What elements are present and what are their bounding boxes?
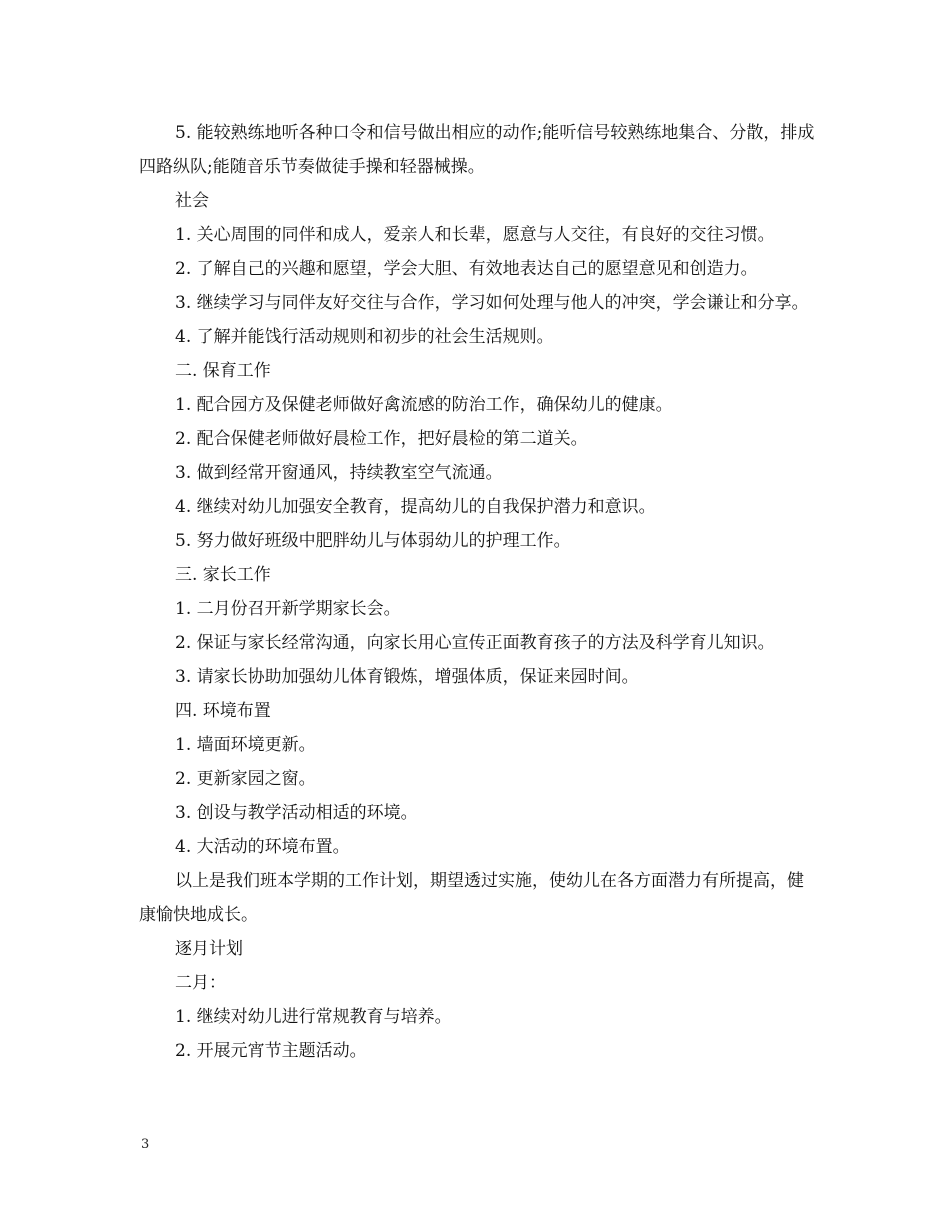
paragraph-february-item-1: 1. 继续对幼儿进行常规教育与培养。	[175, 1007, 452, 1027]
section-heading-parent-work: 三. 家长工作	[175, 565, 271, 585]
paragraph-motor-item-5: 5. 能较熟练地听各种口令和信号做出相应的动作;能听信号较熟练地集合、分散，排成四路纵队;能随音乐节奏做徒手操和轻器械操。	[139, 123, 815, 177]
paragraph-care-item-2: 2. 配合保健老师做好晨检工作，把好晨检的第二道关。	[175, 429, 588, 449]
section-heading-environment: 四. 环境布置	[175, 701, 271, 721]
paragraph-social-item-2: 2. 了解自己的兴趣和愿望，学会大胆、有效地表达自己的愿望意见和创造力。	[175, 259, 758, 279]
paragraph-social-item-1: 1. 关心周围的同伴和成人，爱亲人和长辈，愿意与人交往，有良好的交往习惯。	[175, 225, 775, 245]
paragraph-environment-item-4: 4. 大活动的环境布置。	[175, 837, 350, 857]
section-heading-monthly-plan: 逐月计划	[175, 939, 243, 959]
paragraph-care-item-4: 4. 继续对幼儿加强安全教育，提高幼儿的自我保护潜力和意识。	[175, 497, 656, 517]
paragraph-care-item-5: 5. 努力做好班级中肥胖幼儿与体弱幼儿的护理工作。	[175, 531, 571, 551]
paragraph-care-item-1: 1. 配合园方及保健老师做好禽流感的防治工作，确保幼儿的健康。	[175, 395, 673, 415]
paragraph-social-item-3: 3. 继续学习与同伴友好交往与合作，学习如何处理与他人的冲突，学会谦让和分享。	[175, 293, 809, 313]
paragraph-environment-item-1: 1. 墙面环境更新。	[175, 735, 316, 755]
section-heading-care-work: 二. 保育工作	[175, 361, 271, 381]
section-heading-social: 社会	[175, 191, 209, 211]
paragraph-parent-item-2: 2. 保证与家长经常沟通，向家长用心宣传正面教育孩子的方法及科学育儿知识。	[175, 633, 775, 653]
paragraph-environment-item-3: 3. 创设与教学活动相适的环境。	[175, 803, 418, 823]
paragraph-parent-item-3: 3. 请家长协助加强幼儿体育锻炼，增强体质，保证来园时间。	[175, 667, 639, 687]
paragraph-february-item-2: 2. 开展元宵节主题活动。	[175, 1041, 367, 1061]
page-number: 3	[141, 1137, 150, 1152]
paragraph-environment-item-2: 2. 更新家园之窗。	[175, 769, 316, 789]
document-body	[139, 116, 819, 1068]
paragraph-care-item-3: 3. 做到经常开窗通风，持续教室空气流通。	[175, 463, 503, 483]
paragraph-social-item-4: 4. 了解并能饯行活动规则和初步的社会生活规则。	[175, 327, 554, 347]
paragraph-summary: 以上是我们班本学期的工作计划，期望透过实施，使幼儿在各方面潜力有所提高，健康愉快地成长。	[139, 871, 804, 925]
subheading-february: 二月：	[175, 973, 226, 993]
paragraph-parent-item-1: 1. 二月份召开新学期家长会。	[175, 599, 401, 619]
